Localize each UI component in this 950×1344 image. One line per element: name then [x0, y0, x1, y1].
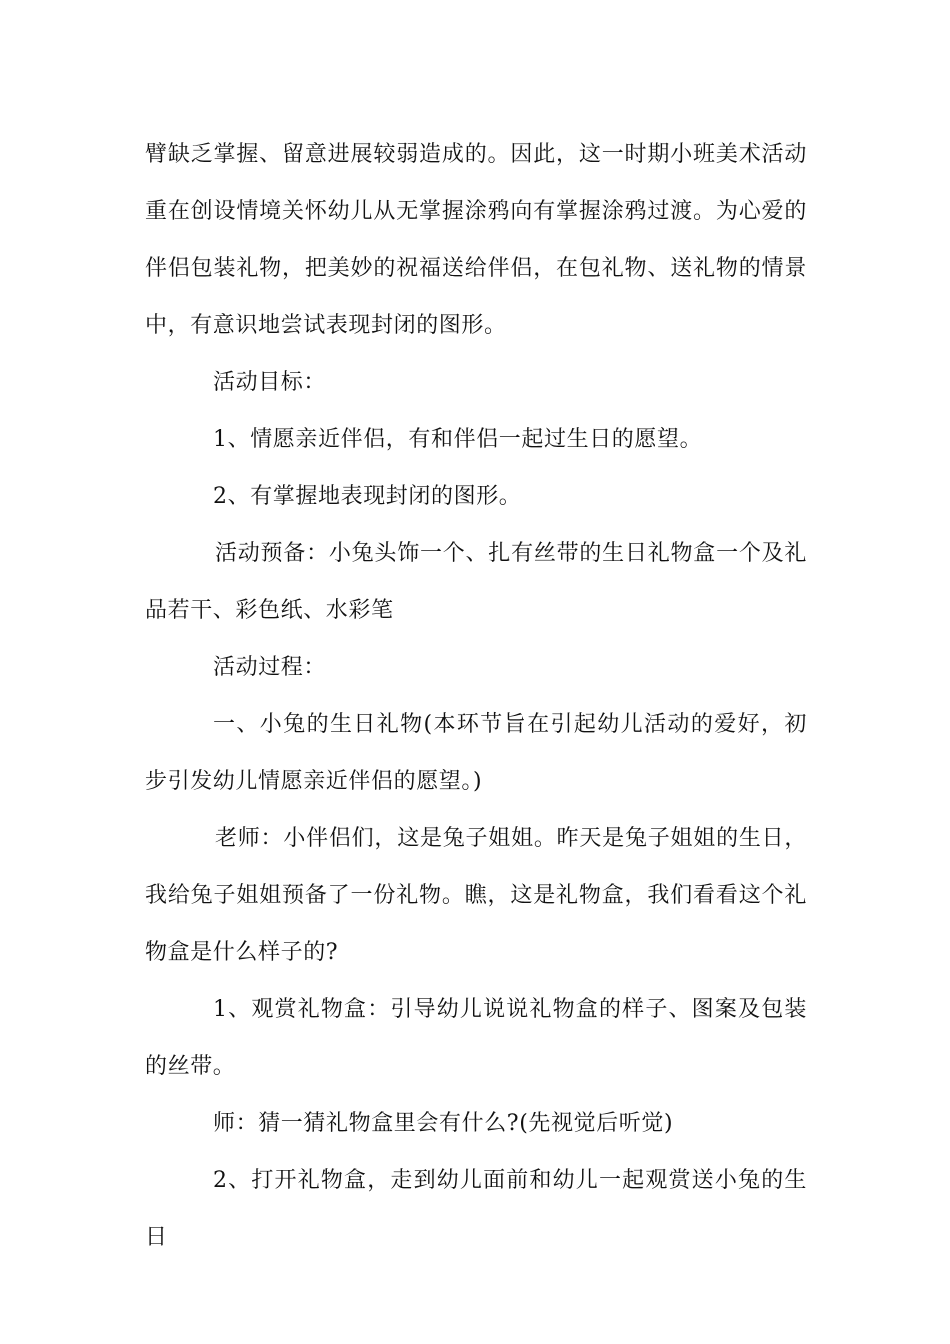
paragraph-teacher-speech: 老师：小伴侣们，这是兔子姐姐。昨天是兔子姐姐的生日，我给兔子姐姐预备了一份礼物。瞧，这是礼物盒，我们看看这个礼物盒是什么样子的?: [145, 826, 807, 965]
heading-activity-goals: 活动目标：: [213, 370, 327, 395]
step-item-2: 2、打开礼物盒，走到幼儿面前和幼儿一起观赏送小兔的生日: [145, 1168, 807, 1250]
goal-item-1: 1、情愿亲近伴侣，有和伴侣一起过生日的愿望。: [213, 427, 703, 452]
section-one-title: 一、小兔的生日礼物(本环节旨在引起幼儿活动的爱好，初步引发幼儿情愿亲近伴侣的愿望。): [145, 712, 807, 794]
document-body: [145, 126, 807, 1266]
paragraph-intro-continuation: 臂缺乏掌握、留意进展较弱造成的。因此，这一时期小班美术活动重在创设情境关怀幼儿从无掌握涂鸦向有掌握涂鸦过渡。为心爱的伴侣包装礼物，把美妙的祝福送给伴侣，在包礼物、送礼物的情景中，有意识地尝试表现封闭的图形。: [145, 142, 807, 338]
heading-activity-process: 活动过程：: [213, 655, 327, 680]
goal-item-2: 2、有掌握地表现封闭的图形。: [213, 484, 522, 509]
paragraph-teacher-question: 师：猜一猜礼物盒里会有什么?(先视觉后听觉): [213, 1111, 674, 1136]
paragraph-activity-preparation: 活动预备：小兔头饰一个、扎有丝带的生日礼物盒一个及礼品若干、彩色纸、水彩笔: [145, 541, 807, 623]
step-item-1: 1、观赏礼物盒：引导幼儿说说礼物盒的样子、图案及包装的丝带。: [145, 997, 807, 1079]
